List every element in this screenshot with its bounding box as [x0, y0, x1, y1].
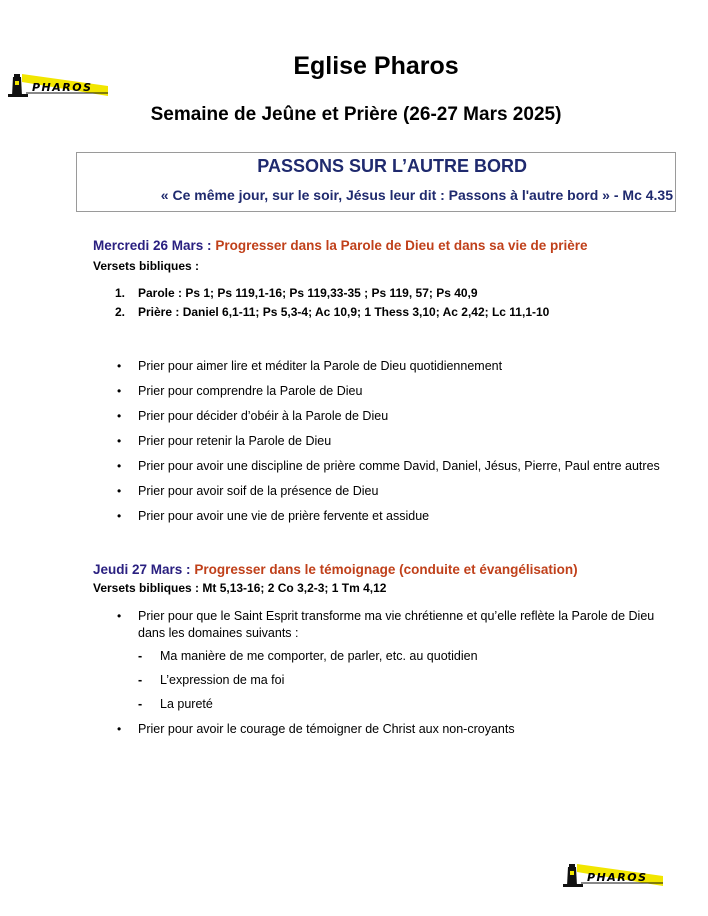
bullet-dot: • [117, 359, 122, 373]
list-number: 2. [115, 305, 126, 319]
list-item [115, 286, 478, 300]
list-item [117, 384, 363, 398]
theme-box [76, 152, 676, 212]
list-text: Prier pour avoir le courage de témoigner de Christ aux non-croyants [138, 722, 515, 736]
bullet-dot: • [117, 434, 122, 448]
day1-name: Mercredi 26 Mars : [93, 238, 212, 253]
page-title: Eglise Pharos [293, 52, 459, 80]
sub-list-item [138, 673, 285, 687]
day1-heading [93, 238, 588, 253]
list-item [117, 509, 430, 523]
list-item [117, 484, 379, 498]
sub-list-item [138, 649, 478, 663]
list-text: Prier pour avoir une discipline de prière comme David, Daniel, Jésus, Pierre, Paul entre autres [138, 459, 660, 473]
bullet-dot: • [117, 459, 122, 473]
pharos-logo-bottom [563, 858, 663, 888]
theme-title: PASSONS SUR L’AUTRE BORD [257, 156, 527, 176]
bullet-dot: • [117, 484, 122, 498]
list-text: Prier pour que le Saint Esprit transforme ma vie chrétienne et qu’elle reflète la Parole de Dieu [138, 609, 655, 623]
day2-theme: Progresser dans le témoignage (conduite et évangélisation) [194, 562, 578, 577]
bullet-dot: • [117, 409, 122, 423]
list-text: Ma manière de me comporter, de parler, etc. au quotidien [160, 649, 478, 663]
dash-marker: - [138, 673, 143, 687]
theme-verse: « Ce même jour, sur le soir, Jésus leur dit : Passons à l'autre bord » - Mc 4.35 [160, 187, 673, 203]
day1-verses-label: Versets bibliques : [93, 259, 200, 273]
list-text: Prier pour décider d’obéir à la Parole de Dieu [138, 409, 389, 423]
day2-heading [93, 562, 578, 577]
list-number: 1. [115, 286, 126, 300]
list-text: Prière : Daniel 6,1-11; Ps 5,3-4; Ac 10,9; 1 Thess 3,10; Ac 2,42; Lc 11,1-10 [138, 305, 550, 319]
list-text: Prier pour retenir la Parole de Dieu [138, 434, 332, 448]
list-item [117, 609, 655, 623]
bullet-dot: • [117, 384, 122, 398]
list-item [117, 359, 503, 373]
dash-marker: - [138, 697, 143, 711]
day2-verses-label: Versets bibliques : Mt 5,13-16; 2 Co 3,2-3; 1 Tm 4,12 [93, 581, 387, 595]
list-text: Prier pour comprendre la Parole de Dieu [138, 384, 363, 398]
list-item [117, 434, 332, 448]
bullet-dot: • [117, 722, 122, 736]
list-text: La pureté [160, 697, 213, 711]
sub-list-item [138, 697, 213, 711]
logo-text: PHAROS [587, 871, 648, 884]
logo-text: PHAROS [32, 81, 93, 94]
list-item [115, 305, 550, 319]
list-text: Parole : Ps 1; Ps 119,1-16; Ps 119,33-35 ; Ps 119, 57; Ps 40,9 [138, 286, 478, 300]
list-text: L’expression de ma foi [160, 673, 285, 687]
list-item [117, 459, 660, 473]
bullet-dot: • [117, 509, 122, 523]
list-item [117, 409, 389, 423]
dash-marker: - [138, 649, 143, 663]
list-item-continuation: dans les domaines suivants : [138, 626, 299, 640]
bullet-dot: • [117, 609, 122, 623]
day2-name: Jeudi 27 Mars : [93, 562, 191, 577]
list-text: Prier pour avoir une vie de prière fervente et assidue [138, 509, 430, 523]
list-text: Prier pour aimer lire et méditer la Parole de Dieu quotidiennement [138, 359, 503, 373]
list-item [117, 722, 515, 736]
page-subtitle: Semaine de Jeûne et Prière (26-27 Mars 2025) [150, 104, 562, 125]
day1-theme: Progresser dans la Parole de Dieu et dans sa vie de prière [215, 238, 588, 253]
list-text: Prier pour avoir soif de la présence de Dieu [138, 484, 379, 498]
